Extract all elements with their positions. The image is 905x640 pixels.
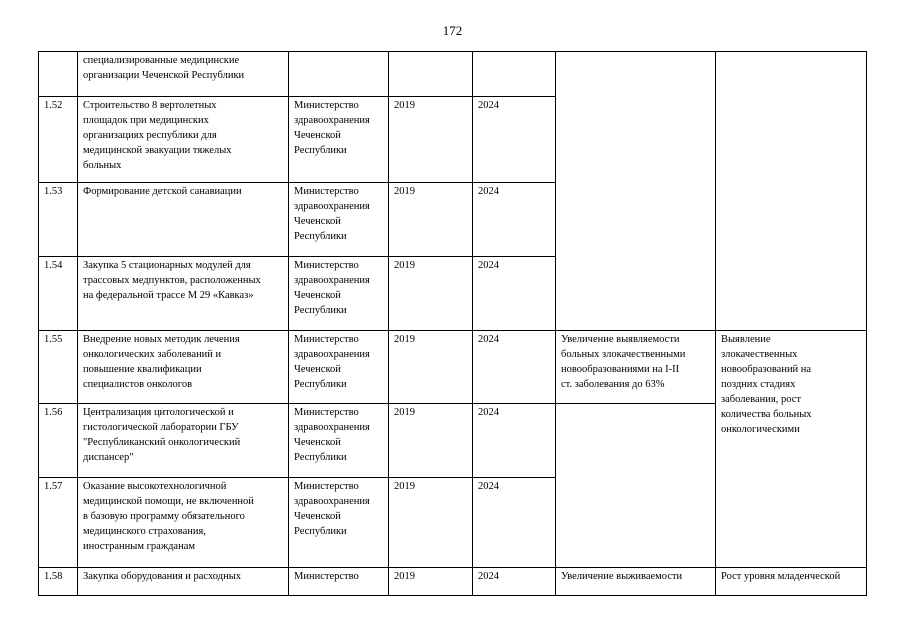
start-year-cell: 2019 xyxy=(389,183,473,257)
task-cell: Оказание высокотехнологичной медицинской помощи, не включенной в базовую программу обязательного медицинского страхования, иностранным гражданам xyxy=(78,478,289,568)
measures-table xyxy=(38,51,867,596)
start-year-cell: 2019 xyxy=(389,404,473,478)
task-cell: Централизация цитологической и гистологической лаборатории ГБУ "Республиканский онкологический диспансер" xyxy=(78,404,289,478)
table-row xyxy=(39,568,867,596)
result-cell: Увеличение выявляемости больных злокачественными новообразованиями на I-II ст. заболевания до 63% xyxy=(556,331,716,404)
page-number: 172 xyxy=(442,23,463,38)
task-cell: Внедрение новых методик лечения онкологических заболеваний и повышение квалификации специалистов онкологов xyxy=(78,331,289,404)
executor-cell xyxy=(289,52,389,97)
executor-cell: Министерство здравоохранения Чеченской Республики xyxy=(289,478,389,568)
start-year-cell: 2019 xyxy=(389,478,473,568)
end-year-cell: 2024 xyxy=(473,183,556,257)
task-cell: Закупка оборудования и расходных xyxy=(78,568,289,596)
executor-cell: Министерство здравоохранения Чеченской Республики xyxy=(289,183,389,257)
row-number: 1.54 xyxy=(39,257,78,331)
result-cell: Увеличение выживаемости xyxy=(556,568,716,596)
row-number: 1.56 xyxy=(39,404,78,478)
table-row xyxy=(39,52,867,97)
result-cell-empty xyxy=(556,404,716,568)
table-row xyxy=(39,331,867,404)
row-number: 1.55 xyxy=(39,331,78,404)
task-cell: Закупка 5 стационарных модулей для трассовых медпунктов, расположенных на федеральной трассе М 29 «Кавказ» xyxy=(78,257,289,331)
problem-cell xyxy=(716,52,867,331)
start-year-cell: 2019 xyxy=(389,568,473,596)
end-year-cell: 2024 xyxy=(473,97,556,183)
start-year-cell: 2019 xyxy=(389,331,473,404)
row-number: 1.52 xyxy=(39,97,78,183)
end-year-cell: 2024 xyxy=(473,331,556,404)
task-cell: Формирование детской санавиации xyxy=(78,183,289,257)
end-year-cell: 2024 xyxy=(473,404,556,478)
task-cell: специализированные медицинские организации Чеченской Республики xyxy=(78,52,289,97)
end-year-cell: 2024 xyxy=(473,568,556,596)
start-year-cell: 2019 xyxy=(389,97,473,183)
executor-cell: Министерство здравоохранения Чеченской Республики xyxy=(289,97,389,183)
row-number: 1.53 xyxy=(39,183,78,257)
start-year-cell: 2019 xyxy=(389,257,473,331)
executor-cell: Министерство xyxy=(289,568,389,596)
end-year-cell xyxy=(473,52,556,97)
executor-cell: Министерство здравоохранения Чеченской Республики xyxy=(289,331,389,404)
row-number: 1.58 xyxy=(39,568,78,596)
executor-cell: Министерство здравоохранения Чеченской Республики xyxy=(289,404,389,478)
row-number: 1.57 xyxy=(39,478,78,568)
result-cell xyxy=(556,52,716,331)
row-number xyxy=(39,52,78,97)
start-year-cell xyxy=(389,52,473,97)
problem-cell: Рост уровня младенческой xyxy=(716,568,867,596)
problem-cell: Выявление злокачественных новообразований на поздних стадиях заболевания, рост количества больных онкологическими xyxy=(716,331,867,568)
executor-cell: Министерство здравоохранения Чеченской Республики xyxy=(289,257,389,331)
end-year-cell: 2024 xyxy=(473,257,556,331)
task-cell: Строительство 8 вертолетных площадок при медицинских организациях республики для медицинской эвакуации тяжелых больных xyxy=(78,97,289,183)
end-year-cell: 2024 xyxy=(473,478,556,568)
